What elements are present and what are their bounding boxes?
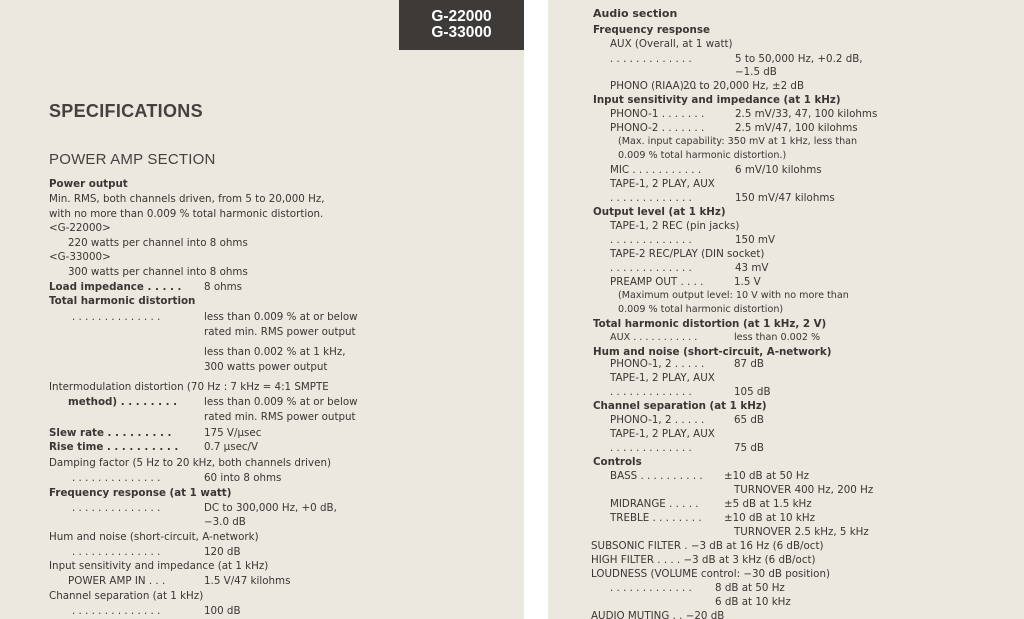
right-spec-value-26: 105 dB bbox=[734, 386, 771, 398]
right-spec-value-33: TURNOVER 400 Hz, 200 Hz bbox=[734, 484, 874, 496]
left-spec-label-6: 300 watts per channel into 8 ohms bbox=[68, 266, 248, 278]
right-spec-label-24: PHONO-1, 2 . . . . . bbox=[610, 358, 705, 370]
right-spec-label-1: AUX (Overall, at 1 watt) bbox=[610, 38, 733, 50]
left-spec-label-19: . . . . . . . . . . . . . . bbox=[72, 472, 161, 484]
left-spec-value-24: 120 dB bbox=[204, 546, 241, 558]
right-spec-label-27: Channel separation (at 1 kHz) bbox=[593, 400, 767, 412]
right-spec-value-18: 1.5 V bbox=[734, 276, 761, 288]
right-spec-value-7: 2.5 mV/47, 100 kilohms bbox=[735, 122, 858, 134]
left-spec-value-10: rated min. RMS power output bbox=[204, 326, 356, 338]
right-spec-label-25: TAPE-1, 2 PLAY, AUX bbox=[610, 372, 715, 384]
model-badge-line-1: G-22000 bbox=[431, 8, 492, 25]
left-spec-label-1: Min. RMS, both channels driven, from 5 to 20,000 Hz, bbox=[49, 193, 325, 205]
right-spec-value-32: ±10 dB at 50 Hz bbox=[724, 470, 810, 482]
left-spec-value-15: rated min. RMS power output bbox=[204, 411, 356, 423]
right-spec-label-23: Hum and noise (short-circuit, A-network) bbox=[593, 346, 832, 358]
right-spec-value-41: 6 dB at 10 kHz bbox=[715, 596, 791, 608]
left-spec-label-14: method) . . . . . . . . bbox=[68, 396, 178, 408]
left-spec-label-3: <G-22000> bbox=[49, 222, 111, 234]
right-spec-label-9: 0.009 % total harmonic distortion.) bbox=[618, 150, 787, 161]
right-spec-value-35: ±10 dB at 10 kHz bbox=[724, 512, 815, 524]
left-spec-value-19: 60 into 8 ohms bbox=[204, 472, 282, 484]
right-spec-value-34: ±5 dB at 1.5 kHz bbox=[724, 498, 812, 510]
right-spec-value-24: 87 dB bbox=[734, 358, 764, 370]
right-spec-label-4: PHONO (RIAA) . . . bbox=[610, 80, 704, 92]
right-spec-value-36: TURNOVER 2.5 kHz, 5 kHz bbox=[734, 526, 869, 538]
right-spec-label-42: AUDIO MUTING . . −20 dB bbox=[591, 610, 725, 619]
model-badge-line-2: G-33000 bbox=[431, 24, 492, 41]
right-spec-value-28: 65 dB bbox=[734, 414, 764, 426]
right-spec-label-34: MIDRANGE . . . . . bbox=[610, 498, 699, 510]
right-spec-label-37: SUBSONIC FILTER . −3 dB at 16 Hz (6 dB/oct) bbox=[591, 540, 824, 552]
left-spec-label-5: <G-33000> bbox=[49, 251, 111, 263]
left-spec-label-24: . . . . . . . . . . . . . . bbox=[72, 546, 161, 558]
left-spec-label-17: Rise time . . . . . . . . . . bbox=[49, 441, 179, 453]
left-spec-value-22: −3.0 dB bbox=[204, 516, 246, 528]
left-spec-label-21: . . . . . . . . . . . . . . bbox=[72, 502, 161, 514]
right-spec-value-4: 20 to 20,000 Hz, ±2 dB bbox=[683, 80, 805, 92]
left-spec-label-18: Damping factor (5 Hz to 20 kHz, both channels driven) bbox=[49, 457, 332, 469]
left-spec-value-14: less than 0.009 % at or below bbox=[204, 396, 358, 408]
right-spec-label-22: AUX . . . . . . . . . . . bbox=[610, 332, 698, 343]
right-spec-label-16: TAPE-2 REC/PLAY (DIN socket) bbox=[610, 248, 765, 260]
right-spec-label-40: . . . . . . . . . . . . . bbox=[610, 582, 692, 594]
right-spec-label-32: BASS . . . . . . . . . . bbox=[610, 470, 703, 482]
left-spec-label-2: with no more than 0.009 % total harmonic distortion. bbox=[49, 208, 324, 220]
right-spec-label-2: . . . . . . . . . . . . . bbox=[610, 53, 692, 65]
power-amp-section-heading: POWER AMP SECTION bbox=[49, 151, 216, 168]
left-spec-label-9: . . . . . . . . . . . . . . bbox=[72, 311, 161, 323]
right-spec-label-0: Frequency response bbox=[593, 24, 710, 36]
right-spec-value-6: 2.5 mV/33, 47, 100 kilohms bbox=[735, 108, 878, 120]
right-spec-label-18: PREAMP OUT . . . . bbox=[610, 276, 704, 288]
right-spec-label-26: . . . . . . . . . . . . . bbox=[610, 386, 692, 398]
right-spec-value-30: 75 dB bbox=[734, 442, 764, 454]
right-spec-value-22: less than 0.002 % bbox=[734, 332, 821, 343]
left-spec-value-11: less than 0.002 % at 1 kHz, bbox=[204, 346, 346, 358]
right-spec-label-14: TAPE-1, 2 REC (pin jacks) bbox=[610, 220, 740, 232]
right-spec-label-15: . . . . . . . . . . . . . bbox=[610, 234, 692, 246]
left-spec-value-12: 300 watts power output bbox=[204, 361, 328, 373]
model-badge bbox=[399, 0, 524, 50]
right-spec-label-31: Controls bbox=[593, 456, 642, 468]
left-spec-label-26: POWER AMP IN . . . bbox=[68, 575, 166, 587]
right-spec-label-12: . . . . . . . . . . . . . bbox=[610, 192, 692, 204]
right-spec-value-3: −1.5 dB bbox=[735, 66, 777, 78]
left-spec-label-16: Slew rate . . . . . . . . . bbox=[49, 427, 172, 439]
right-spec-label-20: 0.009 % total harmonic distortion) bbox=[618, 304, 784, 315]
specifications-heading: SPECIFICATIONS bbox=[49, 101, 203, 121]
left-spec-label-28: . . . . . . . . . . . . . . bbox=[72, 605, 161, 617]
left-spec-value-17: 0.7 µsec/V bbox=[204, 441, 259, 453]
right-spec-value-12: 150 mV/47 kilohms bbox=[735, 192, 835, 204]
left-spec-value-28: 100 dB bbox=[204, 605, 241, 617]
right-spec-label-29: TAPE-1, 2 PLAY, AUX bbox=[610, 428, 715, 440]
right-spec-label-17: . . . . . . . . . . . . . bbox=[610, 262, 692, 274]
left-spec-value-16: 175 V/µsec bbox=[204, 427, 262, 439]
right-spec-label-13: Output level (at 1 kHz) bbox=[593, 206, 726, 218]
left-spec-label-27: Channel separation (at 1 kHz) bbox=[49, 590, 204, 602]
right-spec-value-40: 8 dB at 50 Hz bbox=[715, 582, 785, 594]
right-spec-label-8: (Max. input capability: 350 mV at 1 kHz, less than bbox=[618, 136, 858, 147]
right-spec-label-10: MIC . . . . . . . . . . . bbox=[610, 164, 702, 176]
right-spec-label-21: Total harmonic distortion (at 1 kHz, 2 V) bbox=[593, 318, 827, 330]
left-spec-label-23: Hum and noise (short-circuit, A-network) bbox=[49, 531, 259, 543]
left-spec-value-9: less than 0.009 % at or below bbox=[204, 311, 358, 323]
right-spec-value-17: 43 mV bbox=[735, 262, 769, 274]
right-spec-value-15: 150 mV bbox=[735, 234, 776, 246]
right-spec-label-6: PHONO-1 . . . . . . . bbox=[610, 108, 705, 120]
left-spec-value-7: 8 ohms bbox=[204, 281, 243, 293]
right-spec-page bbox=[548, 0, 1024, 619]
left-spec-label-7: Load impedance . . . . . bbox=[49, 281, 182, 293]
right-spec-label-11: TAPE-1, 2 PLAY, AUX bbox=[610, 178, 715, 190]
left-spec-label-0: Power output bbox=[49, 178, 128, 190]
right-spec-label-5: Input sensitivity and impedance (at 1 kHz) bbox=[593, 94, 841, 106]
right-spec-label-35: TREBLE . . . . . . . . bbox=[610, 512, 702, 524]
right-spec-label-38: HIGH FILTER . . . . −3 dB at 3 kHz (6 dB/oct) bbox=[591, 554, 816, 566]
right-spec-label-30: . . . . . . . . . . . . . bbox=[610, 442, 692, 454]
right-spec-label-28: PHONO-1, 2 . . . . . bbox=[610, 414, 705, 426]
left-spec-label-25: Input sensitivity and impedance (at 1 kHz) bbox=[49, 560, 269, 572]
left-spec-label-8: Total harmonic distortion bbox=[49, 295, 196, 307]
left-spec-label-13: Intermodulation distortion (70 Hz : 7 kHz = 4:1 SMPTE bbox=[49, 381, 329, 393]
right-spec-value-2: 5 to 50,000 Hz, +0.2 dB, bbox=[735, 53, 863, 65]
right-spec-label-19: (Maximum output level: 10 V with no more than bbox=[618, 290, 849, 301]
left-spec-value-26: 1.5 V/47 kilohms bbox=[204, 575, 291, 587]
right-spec-label-39: LOUDNESS (VOLUME control: −30 dB position) bbox=[591, 568, 831, 580]
audio-section-heading: Audio section bbox=[593, 7, 678, 20]
right-spec-value-10: 6 mV/10 kilohms bbox=[735, 164, 822, 176]
right-spec-label-7: PHONO-2 . . . . . . . bbox=[610, 122, 705, 134]
left-spec-label-4: 220 watts per channel into 8 ohms bbox=[68, 237, 248, 249]
left-spec-value-21: DC to 300,000 Hz, +0 dB, bbox=[204, 502, 337, 514]
left-spec-label-20: Frequency response (at 1 watt) bbox=[49, 487, 232, 499]
